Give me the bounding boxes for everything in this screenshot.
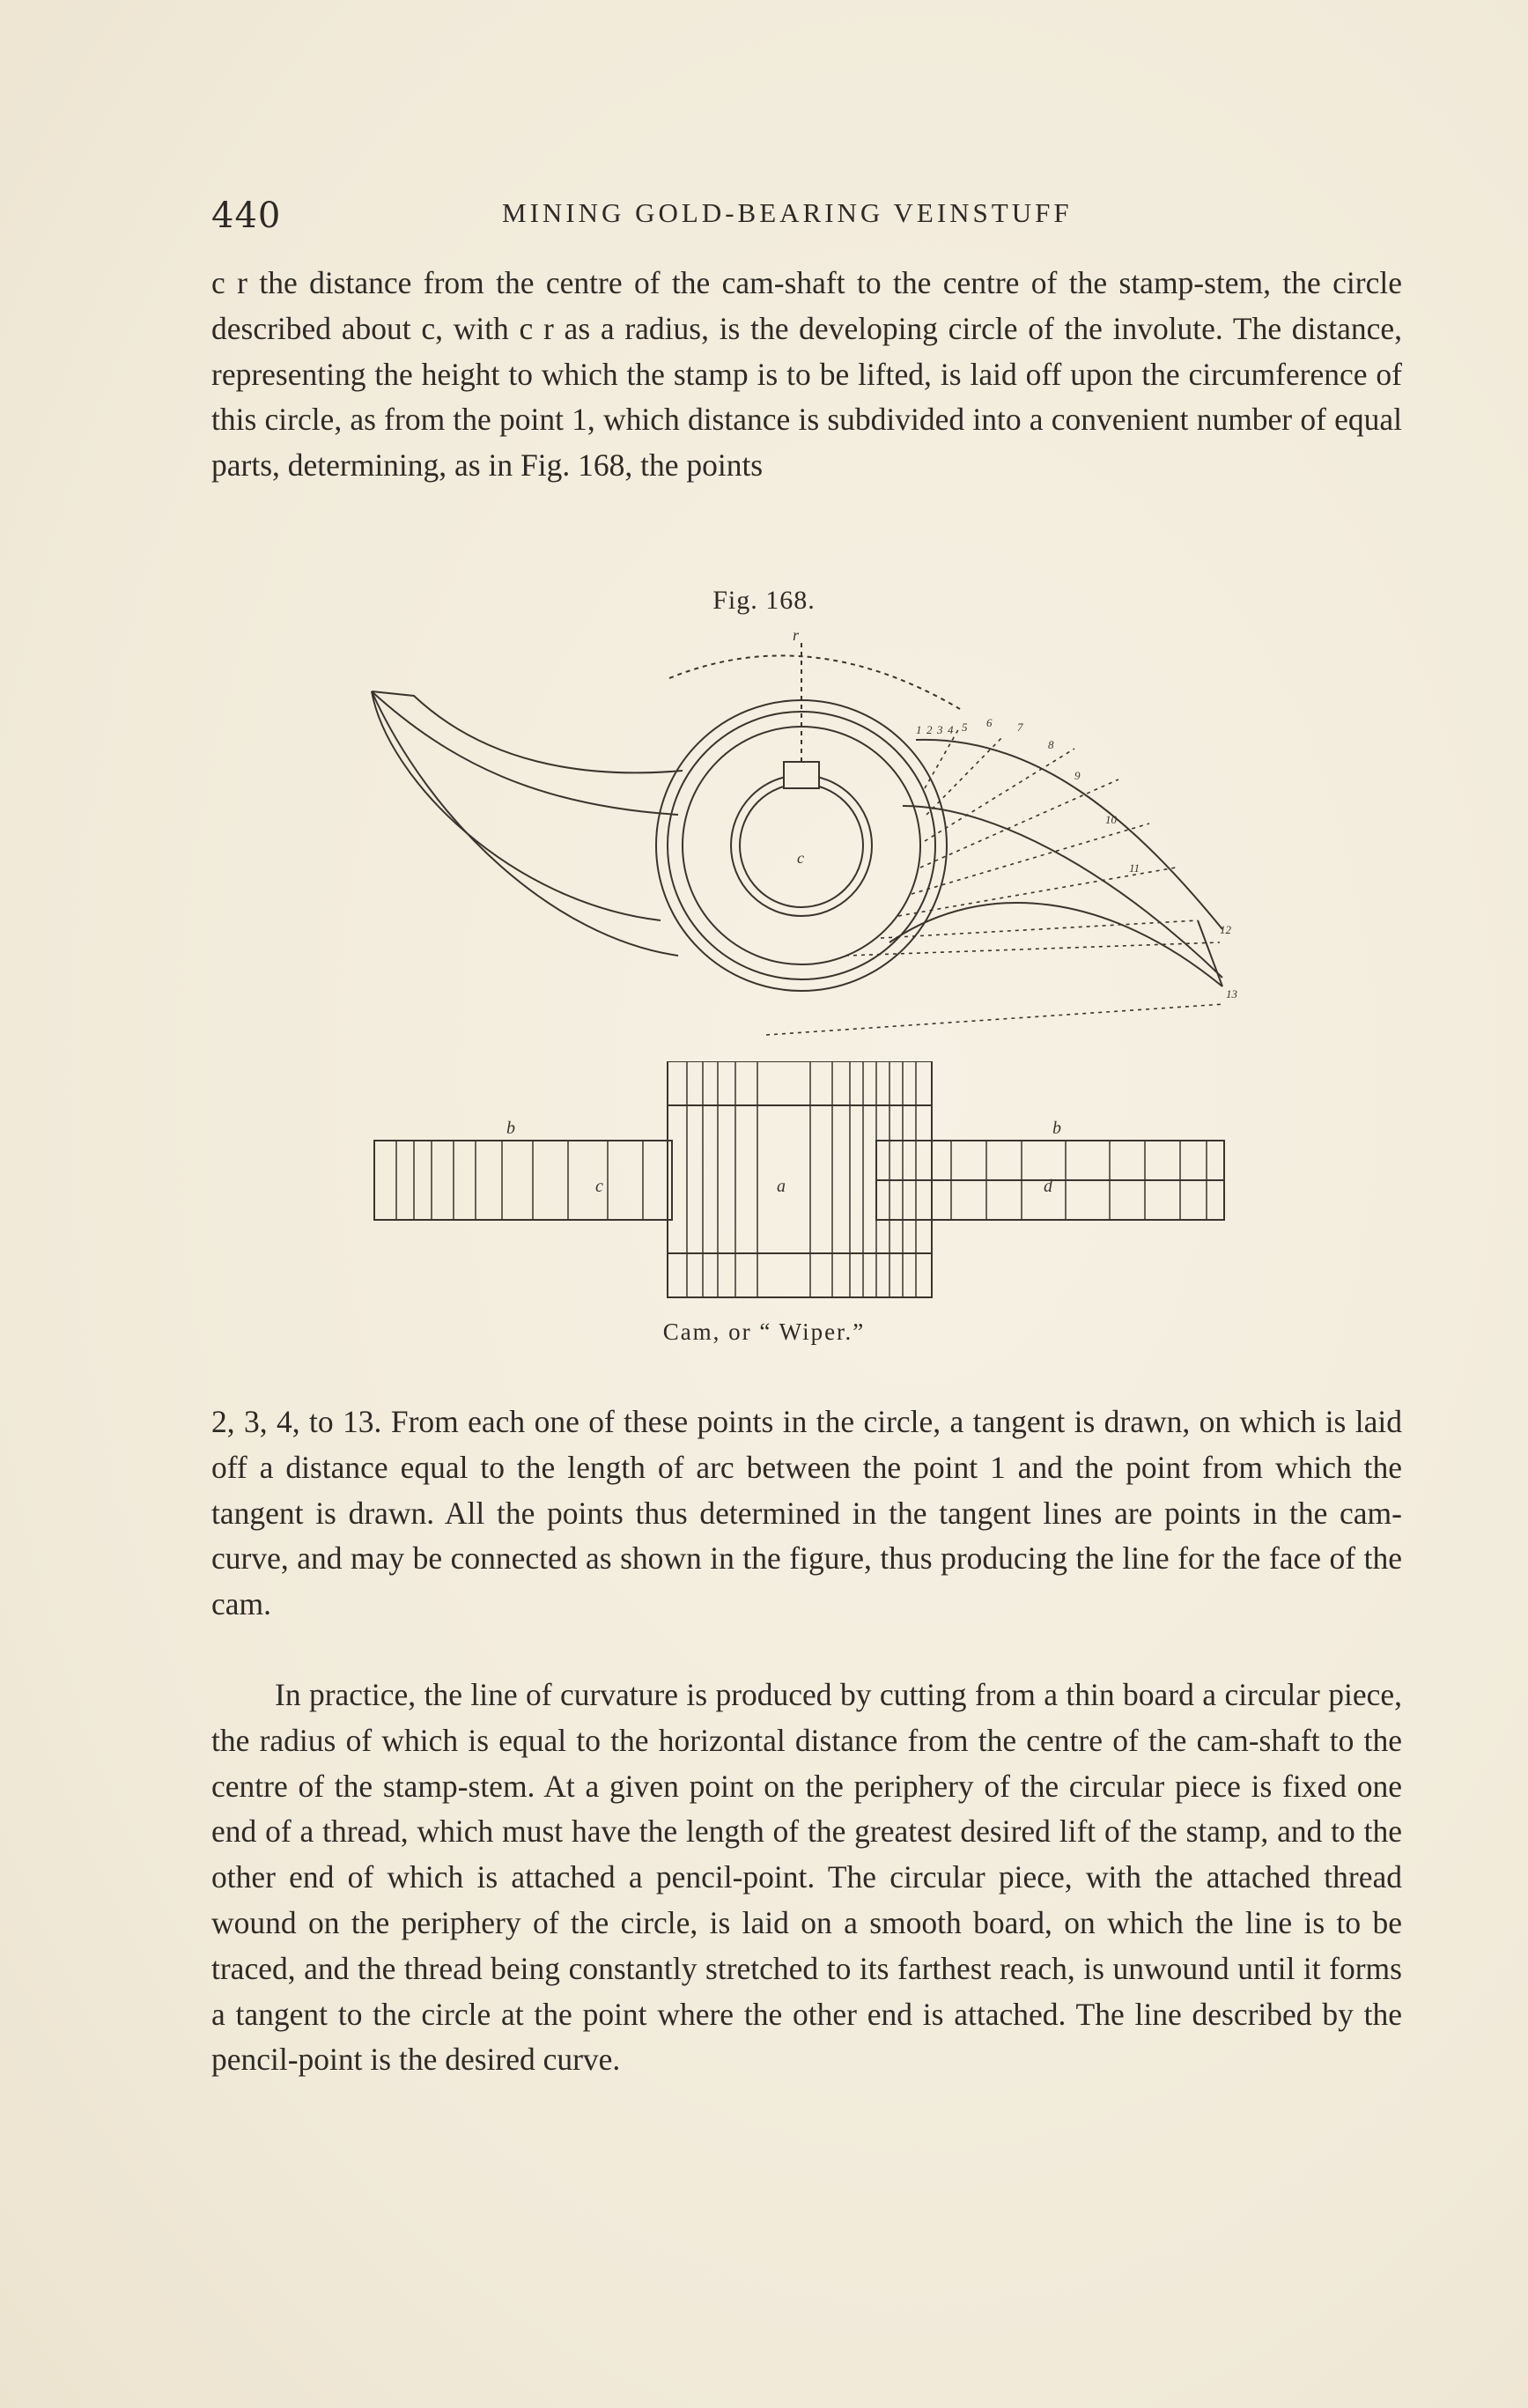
point-2: 2 [926,723,933,736]
label-b-left: b [506,1119,515,1138]
label-d-section: d [1044,1177,1052,1196]
left-arm-section [374,1141,672,1220]
tangent-lines [766,727,1224,1035]
paragraph-bottom: In practice, the line of curvature is produced by cutting from a thin board a circular piece, the radius of which is equal to the horizontal distance from the centre of the cam-shaft to the centre of the stamp-stem. At a given point on the periphery of the circular piece is fixed one end of a thread, which must have the length of the greatest desired lift of the stamp, and to the other end of which is attached a pencil-point. The circular piece, with the attached thread wound on the periphery of the circle, is laid on a smooth board, on which the line is to be traced, and the thread being constantly stretched to its farthest reach, is unwound until it forms a tangent to the circle at the point where the other end is attached. The line described by the pencil-point is the desired curve. [211,1677,1402,2078]
left-arm-lower [372,691,661,920]
point-10: 10 [1105,813,1117,826]
label-b-right: b [1052,1119,1061,1138]
point-12: 12 [1220,923,1231,936]
label-a-section: a [777,1177,786,1196]
label-r: r [793,630,800,644]
shaft-circle-inner [740,784,863,907]
cam-figure-drawing [352,630,1259,1053]
figure-caption: Cam, or “ Wiper.” [662,1318,866,1345]
point-11: 11 [1129,861,1140,875]
point-13: 13 [1226,987,1237,1001]
page-number: 440 [211,196,282,236]
paragraph-middle: 2, 3, 4, to 13. From each one of these points in the circle, a tangent is drawn, on which is laid off a distance equal to the length of arc between the point 1 and the point from which the tangent is drawn. All the points thus determined in the tangent lines are points in the cam-curve, and may be connected as shown in the figure, thus producing the line for the face of the cam. [211,1404,1402,1622]
left-arm-upper [372,691,678,815]
point-9: 9 [1074,769,1081,782]
point-4: 4 [948,723,954,736]
point-8: 8 [1048,738,1054,751]
key-slot [784,762,819,788]
label-c: c [797,849,804,867]
page-header [211,196,1400,240]
label-c-section: c [595,1177,603,1196]
left-arm-edge [372,691,683,772]
point-3: 3 [937,723,943,736]
paragraph-top: c r the distance from the centre of the cam-shaft to the centre of the stamp-stem, the circle described about c, with c r as a radius, is the developing circle of the involute. The distance, representing the height to which the stamp is to be lifted, is laid off upon the circumference of this circle, as from the point 1, which distance is subdivided into a convenient number of equal parts, determining, as in Fig. 168, the points [211,265,1402,484]
figure-label: Fig. 168. [712,586,816,615]
running-title: MINING GOLD-BEARING VEINSTUFF [502,197,1073,228]
point-5: 5 [962,720,968,734]
point-7: 7 [1017,720,1023,734]
right-cam-upper [916,740,1222,929]
point-1: 1 [916,723,922,736]
point-6: 6 [986,716,993,729]
shaft-circle-outer [731,775,872,916]
cam-section-drawing [370,1061,1251,1304]
